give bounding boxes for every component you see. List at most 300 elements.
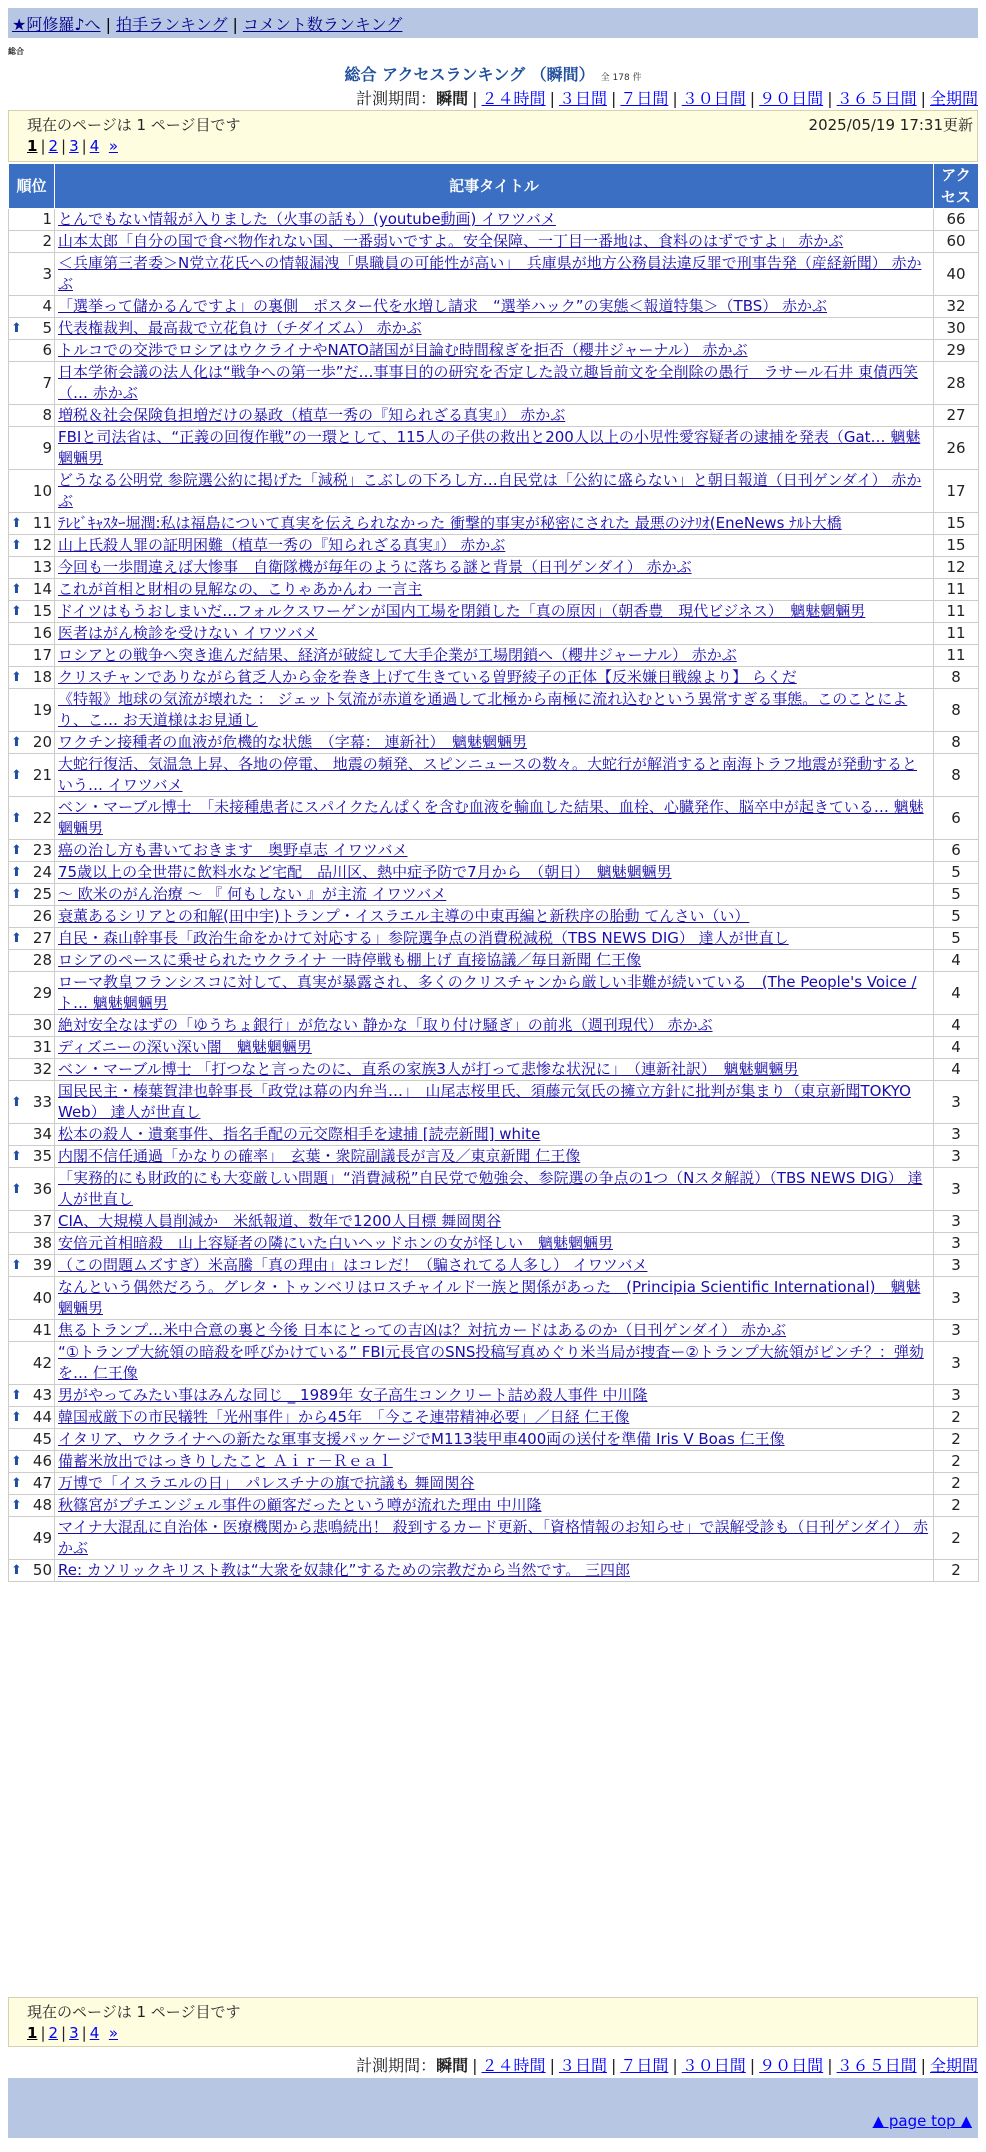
rank-cell [9, 362, 55, 405]
title-cell [55, 296, 934, 318]
table-row [9, 535, 979, 557]
table-row [9, 601, 979, 623]
access-count: 8 [934, 754, 979, 797]
access-count: 2 [934, 1429, 979, 1451]
access-count: 8 [934, 667, 979, 689]
rank-cell [9, 1255, 55, 1277]
period-option-7d[interactable]: ７日間 [620, 2056, 669, 2075]
article-link[interactable]: 松本の殺人・遺棄事件、指名手配の元交際相手を逮捕 [読売新聞] white [58, 1125, 541, 1143]
title-cell [55, 1560, 934, 1582]
access-count: 3 [934, 1081, 979, 1124]
rank-cell [9, 1037, 55, 1059]
rank-up-icon: ⬆ [11, 582, 22, 597]
rank-up-icon: ⬆ [11, 767, 22, 783]
article-link[interactable]: ロシアとの戦争へ突き進んだ結果、経済が破綻して大手企業が工場閉鎖へ（櫻井ジャーナル） 赤かぶ [58, 646, 737, 664]
article-link[interactable]: ＜兵庫第三者委＞N党立花氏への情報漏洩「県職員の可能性が高い」 兵庫県が地方公務員法違反罪で刑事告発（産経新聞） 赤かぶ [58, 254, 922, 293]
pager-page-4[interactable]: 4 [89, 2024, 100, 2042]
title-cell [55, 1255, 934, 1277]
table-row [9, 1495, 979, 1517]
rank-cell [9, 928, 55, 950]
table-row [9, 1560, 979, 1582]
access-count: 11 [934, 601, 979, 623]
period-option-365d[interactable]: ３６５日間 [836, 2056, 917, 2075]
article-link[interactable]: 秋篠宮がプチエンジェル事件の顧客だったという噂が流れた理由 中川隆 [58, 1496, 542, 1514]
rank-cell [9, 797, 55, 840]
article-link[interactable]: 男がやってみたい事はみんな同じ _ 1989年 女子高生コンクリート詰め殺人事件 中川隆 [58, 1386, 648, 1404]
rank-number: 47 [32, 1474, 52, 1492]
access-count: 3 [934, 1320, 979, 1342]
title-cell [55, 1385, 934, 1407]
article-link[interactable]: ディズニーの深い深い闇 魑魅魍魎男 [58, 1038, 312, 1056]
title-cell [55, 1517, 934, 1560]
title-cell [55, 362, 934, 405]
nav-link-ashura[interactable]: ★阿修羅♪へ [12, 15, 101, 34]
article-link[interactable]: 内閣不信任通過「かなりの確率」 玄葉・衆院副議長が言及／東京新聞 仁王像 [58, 1147, 581, 1165]
access-count: 4 [934, 950, 979, 972]
article-link[interactable]: ロシアのペースに乗せられたウクライナ 一時停戦も棚上げ 直接協議／毎日新聞 仁王像 [58, 951, 642, 969]
rank-cell [9, 1560, 55, 1582]
table-row [9, 1233, 979, 1255]
title-cell [55, 950, 934, 972]
table-row [9, 623, 979, 645]
top-nav-bar: ★阿修羅♪へ | 拍手ランキング | コメント数ランキング [8, 8, 978, 38]
rank-up-icon: ⬆ [11, 1094, 22, 1110]
rank-number: 48 [32, 1496, 52, 1514]
rank-number: 8 [42, 406, 52, 424]
article-link[interactable]: どうなる公明党 参院選公約に掲げた「減税」こぶしの下ろし方…自民党は「公約に盛らない」と朝日報道（日刊ゲンダイ） 赤かぶ [58, 471, 922, 510]
article-link[interactable]: クリスチャンでありながら貧乏人から金を巻き上げて生きている曽野綾子の正体【反米嫌日戦線より】 らくだ [58, 668, 797, 686]
header-rank: 順位 [9, 164, 55, 209]
rank-cell [9, 1342, 55, 1385]
title-cell [55, 645, 934, 667]
access-count: 5 [934, 906, 979, 928]
rank-number: 32 [32, 1060, 52, 1078]
rank-up-icon: ⬆ [11, 1181, 22, 1197]
rank-up-icon: ⬆ [11, 1563, 22, 1578]
rank-number: 30 [32, 1016, 52, 1034]
period-option-all[interactable]: 全期間 [929, 2056, 978, 2075]
title-cell [55, 840, 934, 862]
rank-up-icon: ⬆ [11, 1498, 22, 1513]
article-link[interactable]: ベン・マーブル博士 「未接種患者にスパイクたんぱくを含む血液を輸血した結果、血栓、心臓発作、脳卒中が起きている… 魑魅魍魎男 [58, 798, 924, 837]
access-count: 2 [934, 1407, 979, 1429]
access-count: 3 [934, 1342, 979, 1385]
access-count: 3 [934, 1277, 979, 1320]
rank-number: 13 [32, 558, 52, 576]
nav-link-applause-ranking[interactable]: 拍手ランキング [115, 15, 228, 34]
rank-cell [9, 579, 55, 601]
pager-next[interactable]: » [108, 137, 118, 155]
rank-cell [9, 427, 55, 470]
table-row [9, 1451, 979, 1473]
period-option-90d[interactable]: ９０日間 [759, 89, 824, 108]
page-info-box [8, 110, 978, 162]
pager-page-4[interactable]: 4 [89, 137, 100, 155]
table-row [9, 231, 979, 253]
rank-cell [9, 1146, 55, 1168]
article-link[interactable]: 「実務的にも財政的にも大変厳しい問題」“消費減税”自民党で勉強会、参院選の争点の1つ（Nスタ解説）（TBS NEWS DIG） 達人が世直し [58, 1169, 923, 1208]
table-row [9, 928, 979, 950]
access-count: 5 [934, 862, 979, 884]
pager-page-2[interactable]: 2 [48, 2024, 59, 2042]
article-link[interactable]: （この問題ムズすぎ）米高騰「真の理由」はコレだ！（騙されてる人多し） イワツバメ [58, 1256, 648, 1274]
rank-number: 7 [42, 373, 52, 392]
access-count: 3 [934, 1255, 979, 1277]
rank-cell [9, 1124, 55, 1146]
rank-cell [9, 1168, 55, 1211]
rank-cell [9, 1320, 55, 1342]
period-selector: 計測期間：瞬間 | ２４時間 | ３日間 | ７日間 | ３０日間 | ９０日間 | ３６５日間 | 全期間 [356, 89, 978, 108]
title-cell [55, 1407, 934, 1429]
title-cell [55, 405, 934, 427]
period-option-90d[interactable]: ９０日間 [759, 2056, 824, 2075]
article-link[interactable]: ベン・マーブル博士 「打つなと言ったのに、直系の家族3人が打って悲惨な状況に」 （連新社訳） 魑魅魍魎男 [58, 1060, 799, 1078]
page-top-link[interactable]: ▲ page top ▲ [872, 2112, 972, 2130]
title-cell [55, 1168, 934, 1211]
rank-cell [9, 557, 55, 579]
rank-cell [9, 513, 55, 535]
updated-timestamp: 2025/05/19 17:31更新 [808, 116, 973, 134]
period-option-24h[interactable]: ２４時間 [481, 2056, 546, 2075]
title-cell [55, 1146, 934, 1168]
article-link[interactable]: トルコでの交渉でロシアはウクライナやNATO諸国が目論む時間稼ぎを拒否（櫻井ジャーナル） 赤かぶ [58, 341, 748, 359]
rank-cell [9, 667, 55, 689]
period-selector-bottom: 計測期間：瞬間 | ２４時間 | ３日間 | ７日間 | ３０日間 | ９０日間 | ３６５日間 | 全期間 [356, 2056, 978, 2075]
rank-number: 20 [32, 733, 52, 751]
table-row [9, 972, 979, 1015]
nav-link-comment-ranking[interactable]: コメント数ランキング [242, 15, 403, 34]
period-option-24h[interactable]: ２４時間 [481, 89, 546, 108]
access-count: 4 [934, 1037, 979, 1059]
rank-cell [9, 1473, 55, 1495]
access-count: 30 [934, 318, 979, 340]
access-count: 3 [934, 1124, 979, 1146]
pager-page-3[interactable]: 3 [69, 2024, 79, 2042]
rank-number: 24 [32, 863, 52, 881]
table-row [9, 840, 979, 862]
article-link[interactable]: ～ 欧米のがん治療 ～ 『 何もしない 』が主流 イワツバメ [58, 885, 447, 903]
pager-bottom: 1 | 2 | 3 | 4 » [27, 2024, 118, 2042]
rank-up-icon: ⬆ [11, 516, 22, 531]
access-count: 11 [934, 623, 979, 645]
period-option-30d[interactable]: ３０日間 [681, 2056, 746, 2075]
rank-cell [9, 972, 55, 1015]
table-row [9, 1015, 979, 1037]
access-count: 4 [934, 1059, 979, 1081]
access-count: 2 [934, 1473, 979, 1495]
access-count: 6 [934, 840, 979, 862]
article-link[interactable]: 韓国戒厳下の市民犠牲「光州事件」から45年 「今こそ連帯精神必要」／日経 仁王像 [58, 1408, 630, 1426]
rank-cell [9, 405, 55, 427]
article-link[interactable]: 大蛇行復活、気温急上昇、各地の停電、 地震の頻発、スピンニュースの数々。大蛇行が解消すると南海トラフ地震が発動するという… イワツバメ [58, 755, 918, 794]
pager-next[interactable]: » [108, 2024, 118, 2042]
title-cell [55, 1037, 934, 1059]
rank-number: 34 [32, 1125, 52, 1143]
rank-cell [9, 1081, 55, 1124]
rank-up-icon: ⬆ [11, 887, 22, 902]
article-link[interactable]: とんでもない情報が入りました（火事の話も）(youtube動画) イワツバメ [58, 210, 556, 228]
rank-number: 26 [32, 907, 52, 925]
table-row [9, 513, 979, 535]
table-row [9, 906, 979, 928]
rank-cell [9, 340, 55, 362]
rank-number: 16 [32, 624, 52, 642]
article-link[interactable]: 癌の治し方も書いておきます 奥野卓志 イワツバメ [58, 841, 408, 859]
table-row [9, 340, 979, 362]
access-count: 3 [934, 1168, 979, 1211]
access-count: 4 [934, 972, 979, 1015]
table-row [9, 1081, 979, 1124]
access-count: 5 [934, 928, 979, 950]
rank-up-icon: ⬆ [11, 810, 22, 826]
title-cell [55, 340, 934, 362]
rank-number: 10 [32, 481, 52, 500]
rank-number: 12 [32, 536, 52, 554]
article-link[interactable]: 医者はがん検診を受けない イワツバメ [58, 624, 318, 642]
table-row [9, 1385, 979, 1407]
period-option-all[interactable]: 全期間 [929, 89, 978, 108]
title-cell [55, 1015, 934, 1037]
rank-cell [9, 884, 55, 906]
title-cell [55, 209, 934, 231]
table-row [9, 732, 979, 754]
title-cell [55, 754, 934, 797]
table-row [9, 884, 979, 906]
page-title-text: 総合 アクセスランキング （瞬間） [344, 65, 595, 84]
table-row [9, 470, 979, 513]
rank-cell [9, 535, 55, 557]
rank-up-icon: ⬆ [11, 931, 22, 946]
rank-number: 28 [32, 951, 52, 969]
rank-cell [9, 754, 55, 797]
table-row [9, 1473, 979, 1495]
rank-up-icon: ⬆ [11, 1410, 22, 1425]
period-current: 瞬間 [436, 2056, 469, 2075]
rank-number: 35 [32, 1147, 52, 1165]
period-option-3d[interactable]: ３日間 [558, 89, 607, 108]
period-option-365d[interactable]: ３６５日間 [836, 89, 917, 108]
rank-number: 49 [32, 1528, 52, 1547]
rank-cell [9, 1059, 55, 1081]
period-label: 計測期間： [356, 2056, 437, 2075]
article-link[interactable]: 今回も一歩間違えば大惨事 自衛隊機が毎年のように落ちる謎と背景（日刊ゲンダイ） 赤かぶ [58, 558, 692, 576]
article-link[interactable]: 自民・森山幹事長「政治生命をかけて対応する」参院選争点の消費税減税（TBS NEWS DIG） 達人が世直し [58, 929, 789, 947]
access-count: 2 [934, 1560, 979, 1582]
title-cell [55, 318, 934, 340]
rank-number: 39 [32, 1256, 52, 1274]
article-link[interactable]: ワクチン接種者の血液が危機的な状態 （字幕： 連新社） 魑魅魍魎男 [58, 733, 528, 751]
article-link[interactable]: FBIと司法省は、“正義の回復作戦”の一環として、115人の子供の救出と200人以上の小児性愛容疑者の逮捕を発表（Gat… 魑魅魍魎男 [58, 428, 921, 467]
article-link[interactable]: 増税＆社会保険負担増だけの暴政（植草一秀の『知られざる真実』） 赤かぶ [58, 406, 566, 424]
rank-number: 50 [32, 1561, 52, 1579]
pager-page-3[interactable]: 3 [69, 137, 79, 155]
rank-cell [9, 1495, 55, 1517]
period-option-30d[interactable]: ３０日間 [681, 89, 746, 108]
rank-up-icon: ⬆ [11, 1454, 22, 1469]
ranking-table [8, 163, 979, 1582]
article-link[interactable]: 75歳以上の全世帯に飲料水など宅配 品川区、熱中症予防で7月から （朝日） 魑魅魍魎男 [58, 863, 672, 881]
table-row [9, 645, 979, 667]
table-row [9, 1146, 979, 1168]
article-link[interactable]: 日本学術会議の法人化は“戦争への第一歩”だ…事事目的の研究を否定した設立趣旨前文を全削除の愚行 ラサール石井 東債西笑（… 赤かぶ [58, 363, 919, 402]
article-link[interactable]: ドイツはもうおしまいだ…フォルクスワーゲンが国内工場を閉鎖した「真の原因」（朝香豊 現代ビジネス） 魑魅魍魎男 [58, 602, 866, 620]
rank-cell [9, 1277, 55, 1320]
rank-cell [9, 1385, 55, 1407]
access-count: 3 [934, 1385, 979, 1407]
rank-cell [9, 1429, 55, 1451]
rank-number: 27 [32, 929, 52, 947]
rank-number: 33 [32, 1092, 52, 1111]
pager-page-2[interactable]: 2 [48, 137, 59, 155]
access-count: 60 [934, 231, 979, 253]
access-count: 11 [934, 645, 979, 667]
page-title [0, 62, 986, 85]
period-option-7d[interactable]: ７日間 [620, 89, 669, 108]
title-cell [55, 906, 934, 928]
article-link[interactable]: 国民民主・榛葉賀津也幹事長「政党は幕の内弁当…」 山尾志桜里氏、須藤元気氏の擁立方針に批判が集まり（東京新聞TOKYO Web） 達人が世直し [58, 1082, 911, 1121]
table-header-row [9, 164, 979, 209]
table-row [9, 1277, 979, 1320]
access-count: 5 [934, 884, 979, 906]
table-row [9, 362, 979, 405]
article-link[interactable]: ﾃﾚﾋﾞｷｬｽﾀｰ堀潤:私は福島について真実を伝えられなかった 衝撃的事実が秘密にされた 最悪のｼﾅﾘｵ(EneNews ﾅﾙﾄ大橋 [58, 514, 842, 532]
rank-number: 4 [42, 297, 52, 315]
pager-page-current[interactable]: 1 [27, 2024, 38, 2042]
rank-number: 17 [32, 646, 52, 664]
article-link[interactable]: 衰薫あるシリアとの和解(田中宇)トランプ・イスラエル主導の中東再編と新秩序の胎動 てんさい（い） [58, 907, 750, 925]
rank-cell [9, 689, 55, 732]
title-cell [55, 1059, 934, 1081]
rank-cell [9, 732, 55, 754]
article-link[interactable]: 焦るトランプ…米中合意の裏と今後 日本にとっての吉凶は？対抗カードはあるのか（日刊ゲンダイ） 赤かぶ [58, 1321, 787, 1339]
access-count: 26 [934, 427, 979, 470]
rank-number: 25 [32, 885, 52, 903]
article-link[interactable]: 絶対安全なはずの「ゆうちょ銀行」が危ない 静かな「取り付け騒ぎ」の前兆（週刊現代） 赤かぶ [58, 1016, 713, 1034]
current-page-text: 現在のページは 1 ページ目です [27, 116, 241, 134]
article-link[interactable]: なんという偶然だろう。グレタ・トゥンベリはロスチャイルド一族と関係があった (Principia Scientific International) 魑魅魍魎男 [58, 1278, 921, 1317]
table-row [9, 667, 979, 689]
access-count: 15 [934, 535, 979, 557]
article-link[interactable]: Re: カソリックキリスト教は“大衆を奴隷化”するための宗教だから当然です。 三四郎 [58, 1561, 631, 1579]
rank-number: 21 [32, 765, 52, 784]
table-row [9, 296, 979, 318]
article-link[interactable]: 《特報》地球の気流が壊れた ： ジェット気流が赤道を通過して北極から南極に流れ込むという異常すぎる事態。このことにより、こ… お天道様はお見通し [58, 690, 908, 729]
article-link[interactable]: “①トランプ大統領の暗殺を呼びかけている” FBI元長官のSNS投稿写真めぐり米当局が捜査ー②トランプ大統領がピンチ？：弾劾を… 仁王像 [58, 1343, 924, 1382]
rank-number: 29 [32, 983, 52, 1002]
table-row [9, 209, 979, 231]
title-cell [55, 1277, 934, 1320]
article-link[interactable]: 備蓄米放出ではっきりしたこと Ａｉｒ－Ｒｅａｌ [58, 1452, 393, 1470]
access-count: 2 [934, 1517, 979, 1560]
rank-number: 11 [32, 514, 52, 532]
table-row [9, 1037, 979, 1059]
table-row [9, 1342, 979, 1385]
access-count: 3 [934, 1146, 979, 1168]
title-cell [55, 667, 934, 689]
article-link[interactable]: 山本太郎「自分の国で食べ物作れない国、一番弱いですよ。安全保障、一丁目一番地は、食料のはずですよ」 赤かぶ [58, 232, 844, 250]
footer-bar-pagetop [8, 2108, 978, 2138]
title-cell [55, 623, 934, 645]
title-cell [55, 513, 934, 535]
rank-number: 41 [32, 1321, 52, 1339]
title-cell [55, 1451, 934, 1473]
rank-number: 23 [32, 841, 52, 859]
table-row [9, 1255, 979, 1277]
article-link[interactable]: 「選挙って儲かるんですよ」の裏側 ポスター代を水増し請求 “選挙ハック”の実態＜報道特集＞（TBS） 赤かぶ [58, 297, 828, 315]
article-link[interactable]: マイナ大混乱に自治体・医療機関から悲鳴続出！ 殺到するカード更新、「資格情報のお知らせ」で誤解受診も（日刊ゲンダイ） 赤かぶ [58, 1518, 929, 1557]
article-link[interactable]: CIA、大規模人員削減か 米紙報道、数年で1200人目標 舞岡関谷 [58, 1212, 502, 1230]
table-row [9, 1059, 979, 1081]
article-link[interactable]: これが首相と財相の見解なの、こりゃあかんわ 一言主 [58, 580, 423, 598]
period-label: 計測期間： [356, 89, 437, 108]
article-link[interactable]: ローマ教皇フランシスコに対して、真実が暴露され、多くのクリスチャンから厳しい非難が続いている (The People's Voice / ト… 魑魅魍魎男 [58, 973, 917, 1012]
article-link[interactable]: 万博で「イスラエルの日」 パレスチナの旗で抗議も 舞岡関谷 [58, 1474, 475, 1492]
rank-cell [9, 601, 55, 623]
rank-cell [9, 1407, 55, 1429]
title-cell [55, 1211, 934, 1233]
table-row [9, 950, 979, 972]
access-count: 40 [934, 253, 979, 296]
article-link[interactable]: イタリア、ウクライナへの新たな軍事支援パッケージでM113装甲車400両の送付を準備 Iris V Boas 仁王像 [58, 1430, 785, 1448]
title-cell [55, 535, 934, 557]
rank-cell [9, 623, 55, 645]
period-current: 瞬間 [436, 89, 469, 108]
title-cell [55, 732, 934, 754]
rank-number: 9 [42, 438, 52, 457]
title-cell [55, 470, 934, 513]
access-count: 11 [934, 579, 979, 601]
rank-cell [9, 470, 55, 513]
rank-cell [9, 1233, 55, 1255]
category-label: 総合 [8, 47, 24, 56]
page-info-box-bottom [8, 1997, 978, 2047]
title-cell [55, 579, 934, 601]
title-cell [55, 689, 934, 732]
rank-cell [9, 1211, 55, 1233]
period-option-3d[interactable]: ３日間 [558, 2056, 607, 2075]
rank-up-icon: ⬆ [11, 538, 22, 553]
title-cell [55, 1495, 934, 1517]
pager-page-current[interactable]: 1 [27, 137, 38, 155]
table-row [9, 557, 979, 579]
rank-cell [9, 906, 55, 928]
rank-cell [9, 862, 55, 884]
table-row [9, 405, 979, 427]
table-row [9, 579, 979, 601]
article-count: 全 178 件 [600, 73, 642, 83]
rank-number: 44 [32, 1408, 52, 1426]
article-link[interactable]: 安倍元首相暗殺 山上容疑者の隣にいた白いヘッドホンの女が怪しい 魑魅魍魎男 [58, 1234, 614, 1252]
table-row [9, 1124, 979, 1146]
rank-number: 38 [32, 1234, 52, 1252]
rank-number: 1 [42, 210, 52, 228]
rank-number: 43 [32, 1386, 52, 1404]
rank-cell [9, 840, 55, 862]
article-link[interactable]: 代表権裁判、最高裁で立花負け（チダイズム） 赤かぶ [58, 319, 422, 337]
title-cell [55, 1081, 934, 1124]
article-link[interactable]: 山上氏殺人罪の証明困難（植草一秀の『知られざる真実』） 赤かぶ [58, 536, 506, 554]
access-count: 12 [934, 557, 979, 579]
access-count: 32 [934, 296, 979, 318]
rank-number: 37 [32, 1212, 52, 1230]
rank-up-icon: ⬆ [11, 1388, 22, 1403]
table-row [9, 1517, 979, 1560]
table-row [9, 318, 979, 340]
header-title: 記事タイトル [55, 164, 934, 209]
table-row [9, 1320, 979, 1342]
rank-cell [9, 645, 55, 667]
rank-number: 15 [32, 602, 52, 620]
